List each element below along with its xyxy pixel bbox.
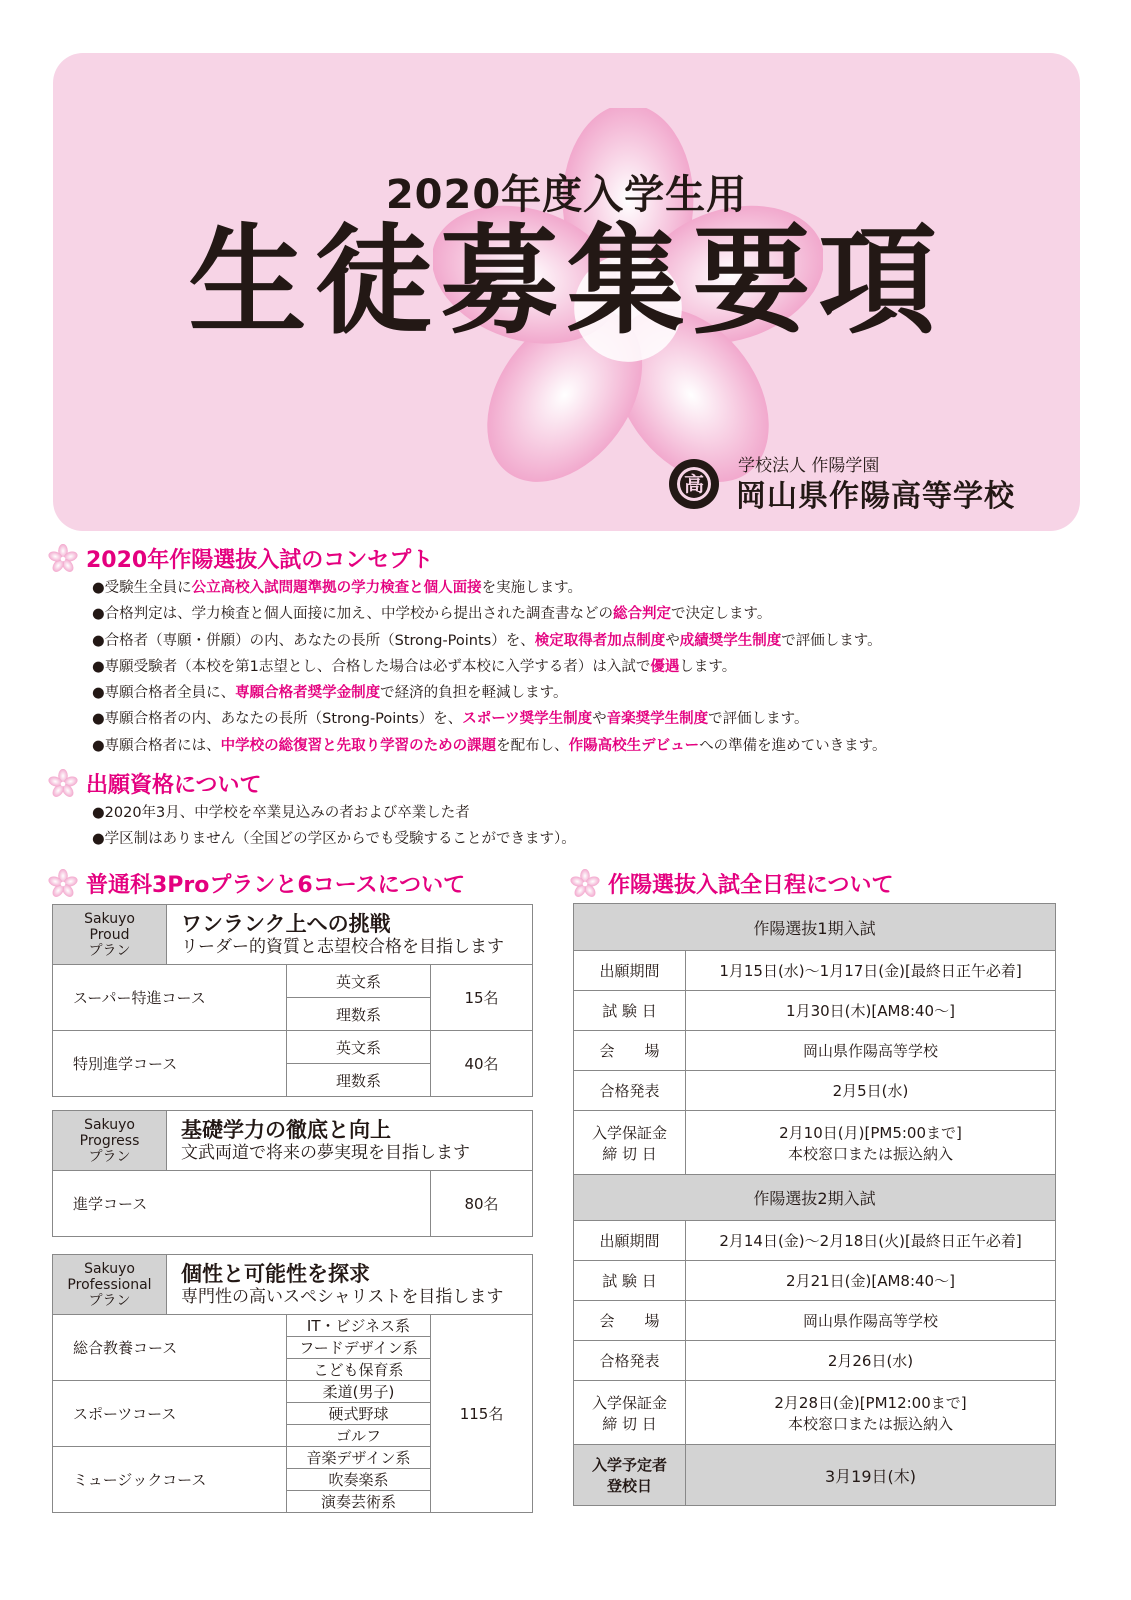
page-title: 生徒募集要項: [188, 212, 945, 350]
row-value: 岡山県作陽高等学校: [686, 1301, 1056, 1341]
professional-plan-table: [52, 1254, 533, 1513]
course-capacity: 40名: [431, 1031, 533, 1097]
plan-label: Sakuyo Proud プラン: [53, 905, 167, 965]
row-label: 出願期間: [574, 1221, 686, 1261]
list-item: ●専願受験者（本校を第1志望とし、合格した場合は必ず本校に入学する者）は入試で優遇します。: [92, 658, 737, 675]
list-item: ●学区制はありません（全国どの学区からでも受験することができます）。: [92, 831, 576, 848]
sakura-icon: [48, 869, 78, 899]
course-track: ゴルフ: [287, 1425, 431, 1447]
schedule-table: [573, 903, 1056, 1506]
row-value: 1月15日(水)～1月17日(金)[最終日正午必着]: [686, 951, 1056, 991]
list-item: ●専願合格者の内、あなたの長所（Strong-Points）を、スポーツ奨学生制度や音楽奨学生制度で評価します。: [92, 711, 809, 728]
section-courses-heading: 普通科3Proプランと6コースについて: [48, 868, 465, 899]
school-name: 岡山県作陽高等学校: [736, 479, 1015, 514]
course-track: 吹奏楽系: [287, 1469, 431, 1491]
course-track: 理数系: [287, 998, 431, 1031]
row-label: 会 場: [574, 1031, 686, 1071]
course-track: 音楽デザイン系: [287, 1447, 431, 1469]
row-label: 試 験 日: [574, 1261, 686, 1301]
row-label: 合格発表: [574, 1071, 686, 1111]
section-concept-heading: 2020年作陽選抜入試のコンセプト: [48, 543, 433, 574]
proud-plan-table: [52, 904, 533, 1097]
sakura-icon: [570, 869, 600, 899]
row-label: 合格発表: [574, 1341, 686, 1381]
row-value: 2月14日(金)～2月18日(火)[最終日正午必着]: [686, 1221, 1056, 1261]
course-capacity: 115名: [431, 1315, 533, 1513]
plan-header: ワンランク上への挑戦 リーダー的資質と志望校合格を目指します: [167, 905, 533, 965]
header-banner: [53, 53, 1080, 531]
course-name: 進学コース: [53, 1171, 431, 1237]
corporation-name: 学校法人 作陽学園: [738, 456, 880, 476]
course-track: 英文系: [287, 1031, 431, 1064]
plan-header: 基礎学力の徹底と向上 文武両道で将来の夢実現を目指します: [167, 1111, 533, 1171]
row-label: 入学保証金 締 切 日: [574, 1111, 686, 1175]
list-item: ●合格者（専願・併願）の内、あなたの長所（Strong-Points）を、検定取得者加点制度や成績奨学生制度で評価します。: [92, 632, 882, 649]
plan-header: 個性と可能性を探求 専門性の高いスペシャリストを目指します: [167, 1255, 533, 1315]
course-capacity: 80名: [431, 1171, 533, 1237]
row-value: 3月19日(木): [686, 1445, 1056, 1506]
course-track: 理数系: [287, 1064, 431, 1097]
section-eligibility-heading: 出願資格について: [48, 768, 262, 799]
row-label: 入学予定者 登校日: [574, 1445, 686, 1506]
eligibility-list: [92, 800, 576, 853]
plan-label: Sakuyo Professional プラン: [53, 1255, 167, 1315]
sakura-icon: [48, 769, 78, 799]
row-label: 入学保証金 締 切 日: [574, 1381, 686, 1445]
course-track: こども保育系: [287, 1359, 431, 1381]
course-capacity: 15名: [431, 965, 533, 1031]
row-value: 2月26日(水): [686, 1341, 1056, 1381]
row-value: 2月28日(金)[PM12:00まで] 本校窓口または振込納入: [686, 1381, 1056, 1445]
course-name: 特別進学コース: [53, 1031, 287, 1097]
course-track: IT・ビジネス系: [287, 1315, 431, 1337]
course-name: スポーツコース: [53, 1381, 287, 1447]
row-value: 2月10日(月)[PM5:00まで] 本校窓口または振込納入: [686, 1111, 1056, 1175]
row-value: 岡山県作陽高等学校: [686, 1031, 1056, 1071]
subtitle: 2020年度入学生用: [385, 172, 748, 218]
progress-plan-table: [52, 1110, 533, 1237]
section-schedule-heading: 作陽選抜入試全日程について: [570, 868, 894, 899]
plan-label: Sakuyo Progress プラン: [53, 1111, 167, 1171]
list-item: ●専願合格者全員に、専願合格者奨学金制度で経済的負担を軽減します。: [92, 685, 568, 702]
course-track: 演奏芸術系: [287, 1491, 431, 1513]
phase-title: 作陽選抜2期入試: [574, 1175, 1056, 1221]
concept-list: [92, 575, 887, 759]
course-track: 硬式野球: [287, 1403, 431, 1425]
row-value: 2月5日(水): [686, 1071, 1056, 1111]
row-label: 試 験 日: [574, 991, 686, 1031]
list-item: ●合格判定は、学力検査と個人面接に加え、中学校から提出された調査書などの総合判定で決定します。: [92, 606, 772, 623]
list-item: ●専願合格者には、中学校の総復習と先取り学習のための課題を配布し、作陽高校生デビューへの準備を進めていきます。: [92, 737, 887, 754]
school-crest-icon: [668, 458, 720, 510]
row-label: 会 場: [574, 1301, 686, 1341]
course-name: ミュージックコース: [53, 1447, 287, 1513]
course-name: スーパー特進コース: [53, 965, 287, 1031]
crest-text: 高: [684, 472, 704, 496]
course-track: 柔道(男子): [287, 1381, 431, 1403]
list-item: ●2020年3月、中学校を卒業見込みの者および卒業した者: [92, 805, 470, 821]
course-name: 総合教養コース: [53, 1315, 287, 1381]
row-label: 出願期間: [574, 951, 686, 991]
row-value: 1月30日(木)[AM8:40～]: [686, 991, 1056, 1031]
course-track: 英文系: [287, 965, 431, 998]
course-track: フードデザイン系: [287, 1337, 431, 1359]
row-value: 2月21日(金)[AM8:40～]: [686, 1261, 1056, 1301]
list-item: ●受験生全員に公立高校入試問題準拠の学力検査と個人面接を実施します。: [92, 580, 582, 596]
sakura-icon: [48, 544, 78, 574]
phase-title: 作陽選抜1期入試: [574, 904, 1056, 951]
